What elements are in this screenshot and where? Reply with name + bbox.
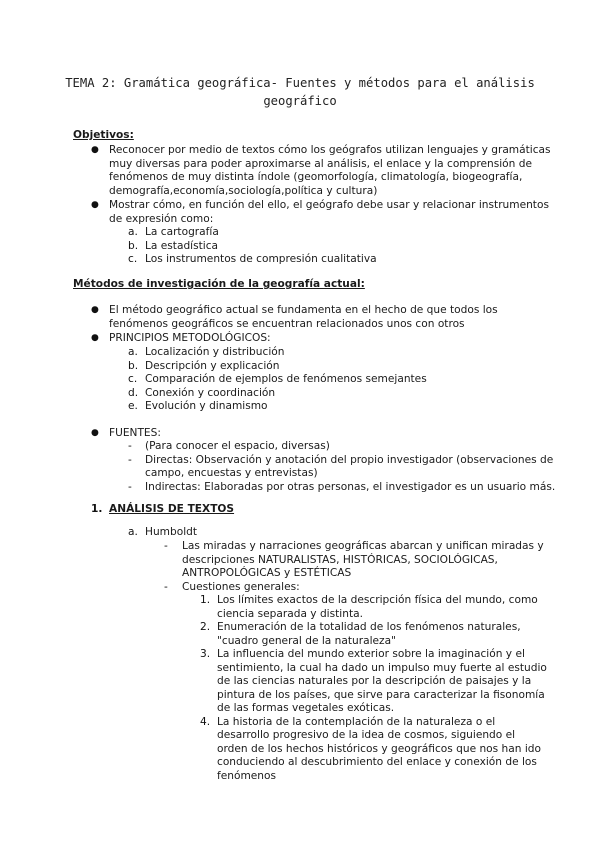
list-item: La estadística xyxy=(145,239,219,252)
list-marker: b. xyxy=(128,239,139,252)
principios-label: PRINCIPIOS METODOLÓGICOS: xyxy=(109,332,271,344)
dash-marker: - xyxy=(164,580,168,593)
cuestion-line: La influencia del mundo exterior sobre la imaginación y el xyxy=(217,648,525,660)
cuestion-line: de las formas vegetales exóticas. xyxy=(217,702,395,714)
cuestiones-label: Cuestiones generales: xyxy=(182,580,300,593)
cuestion-line: pintura de los países, que sirve para caracterizar la fisonomía xyxy=(217,688,545,701)
metodos-bullet1-line2: fenómenos geográficos se encuentran relacionados unos con otros xyxy=(109,317,465,330)
cuestion-line: Los límites exactos de la descripción física del mundo, como xyxy=(217,594,538,606)
cuestion-line: fenómenos xyxy=(217,769,276,782)
title-line-1: TEMA 2: Gramática geográfica- Fuentes y métodos para el análisis xyxy=(65,76,535,90)
humboldt-dash1-line2: descripciones NATURALISTAS, HISTÓRICAS, SOCIOLÓGICAS, xyxy=(182,553,498,566)
cuestion-line: Enumeración de la totalidad de los fenómenos naturales, xyxy=(217,621,521,633)
objetivos-bullet1-line4: demografía,economía,sociología,política y cultura) xyxy=(109,184,378,197)
dash-marker: - xyxy=(164,540,168,552)
cuestion-line: conduciendo al descubrimiento del enlace y conexión de los xyxy=(217,756,537,768)
objetivos-bullet1-line2: muy diversas para poder aproximarse al análisis, el enlace y la comprensión de xyxy=(109,157,532,170)
list-item: Descripción y explicación xyxy=(145,359,280,372)
analisis-heading: ANÁLISIS DE TEXTOS xyxy=(109,503,235,515)
fuentes-item: Directas: Observación y anotación del propio investigador (observaciones de xyxy=(145,453,554,466)
dash-marker: - xyxy=(128,480,132,493)
list-item: Los instrumentos de compresión cualitativa xyxy=(145,253,377,265)
cuestion-line: desarrollo progresivo de la idea de cosmos, siguiendo el xyxy=(217,729,516,741)
objetivos-bullet2-line1: Mostrar cómo, en función del ello, el geógrafo debe usar y relacionar instrumentos xyxy=(109,199,549,211)
dash-marker: - xyxy=(128,440,132,452)
list-marker: 1. xyxy=(200,594,211,606)
humboldt-dash1-line1: Las miradas y narraciones geográficas abarcan y unifican miradas y xyxy=(182,540,544,552)
list-marker: e. xyxy=(128,400,138,412)
list-marker: 3. xyxy=(200,648,211,660)
list-marker: d. xyxy=(128,386,139,399)
cuestion-line: ciencia separada y distinta. xyxy=(217,607,363,620)
cuestion-line: La historia de la contemplación de la naturaleza o el xyxy=(217,715,496,728)
page-title xyxy=(60,74,540,110)
section-number: 1. xyxy=(91,503,103,515)
title-line-2: geográfico xyxy=(263,94,337,108)
list-item: Conexión y coordinación xyxy=(145,386,276,399)
metodos-heading: Métodos de investigación de la geografía actual: xyxy=(73,278,365,290)
list-item: Evolución y dinamismo xyxy=(145,400,268,412)
objetivos-bullet1-line3: fenómenos de muy distinta índole (geomorfología, climatología, biogeografía, xyxy=(109,171,523,183)
fuentes-item: Indirectas: Elaboradas por otras personas, el investigador es un usuario más. xyxy=(145,480,556,493)
fuentes-label: FUENTES: xyxy=(109,427,161,439)
bullet-icon: ● xyxy=(91,428,99,438)
bullet-icon: ● xyxy=(91,333,99,343)
cuestion-line: de las ciencias naturales por la descripción de paisajes y la xyxy=(217,675,532,687)
bullet-icon: ● xyxy=(91,145,99,155)
list-marker: 4. xyxy=(200,715,211,728)
list-item: Comparación de ejemplos de fenómenos semejantes xyxy=(145,373,427,385)
fuentes-item: (Para conocer el espacio, diversas) xyxy=(145,440,330,452)
list-marker: b. xyxy=(128,359,139,372)
list-item: Localización y distribución xyxy=(145,346,285,358)
list-marker: c. xyxy=(128,373,138,385)
cuestion-line: sentimiento, la cual ha dado un impulso muy fuerte al estudio xyxy=(217,661,547,674)
list-marker: c. xyxy=(128,253,138,265)
bullet-icon: ● xyxy=(91,305,99,315)
objetivos-bullet2-line2: de expresión como: xyxy=(109,212,214,225)
bullet-icon: ● xyxy=(91,200,99,210)
humboldt-label: Humboldt xyxy=(145,526,198,538)
list-marker: 2. xyxy=(200,621,211,633)
cuestion-line: "cuadro general de la naturaleza" xyxy=(217,634,396,647)
cuestion-line: orden de los hechos históricos y geográficos que nos han ido xyxy=(217,742,541,755)
list-item: La cartografía xyxy=(145,226,219,238)
list-marker: a. xyxy=(128,346,138,358)
metodos-bullet1-line1: El método geográfico actual se fundamenta en el hecho de que todos los xyxy=(109,304,498,316)
objetivos-bullet1-line1: Reconocer por medio de textos cómo los geógrafos utilizan lenguajes y gramáticas xyxy=(109,144,551,156)
objetivos-heading: Objetivos: xyxy=(73,129,134,141)
list-marker: a. xyxy=(128,526,138,538)
list-marker: a. xyxy=(128,226,138,238)
humboldt-dash1-line3: ANTROPOLÓGICAS y ESTÉTICAS xyxy=(182,567,352,579)
fuentes-item-cont: campo, encuestas y entrevistas) xyxy=(145,467,318,479)
dash-marker: - xyxy=(128,453,132,466)
